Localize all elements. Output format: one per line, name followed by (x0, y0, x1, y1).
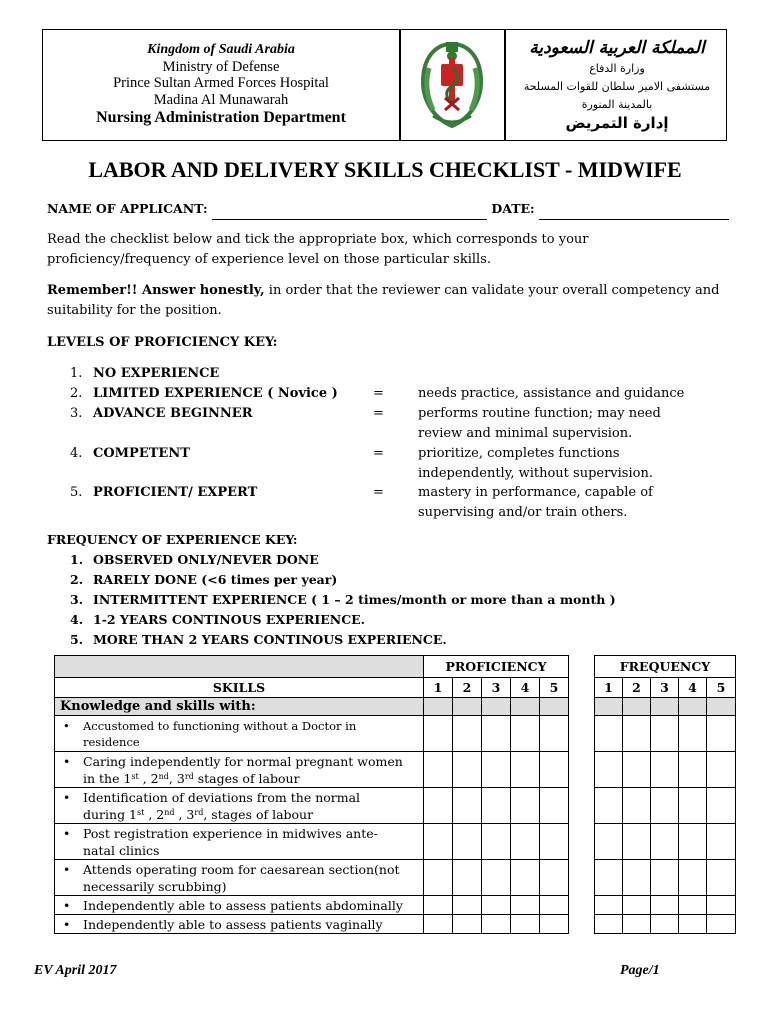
key-label: INTERMITTENT EXPERIENCE ( 1 – 2 times/month or more than a month ) (93, 592, 616, 607)
proficiency-checkbox[interactable] (482, 788, 511, 824)
key-item (47, 444, 747, 483)
skill-text (55, 896, 424, 915)
proficiency-checkbox[interactable] (424, 824, 453, 860)
proficiency-checkbox[interactable] (424, 860, 453, 896)
proficiency-level: 1 (424, 678, 453, 698)
superscript: st (137, 807, 145, 817)
table-row (55, 896, 569, 915)
bullet: • (63, 718, 70, 733)
proficiency-checkbox[interactable] (482, 824, 511, 860)
frequency-checkbox[interactable] (595, 860, 623, 896)
proficiency-checkbox[interactable] (540, 860, 569, 896)
proficiency-checkbox[interactable] (511, 788, 540, 824)
frequency-checkbox[interactable] (623, 752, 651, 788)
reminder-text: in order that the reviewer can validate your overall competency and (264, 283, 720, 298)
frequency-key-heading: FREQUENCY OF EXPERIENCE KEY: (47, 532, 298, 547)
key-label: ADVANCE BEGINNER (93, 406, 253, 421)
section-cell (540, 698, 569, 716)
frequency-checkbox[interactable] (707, 860, 736, 896)
frequency-checkbox[interactable] (595, 896, 623, 915)
skill-line: in the 1 (83, 770, 132, 786)
proficiency-checkbox[interactable] (482, 860, 511, 896)
department-name-arabic: إدارة التمريض (565, 114, 669, 132)
superscript: rd (184, 771, 194, 781)
skill-text (55, 824, 424, 860)
frequency-checkbox[interactable] (679, 860, 707, 896)
footer-version: EV April 2017 (34, 963, 117, 978)
frequency-checkbox[interactable] (679, 788, 707, 824)
key-item (47, 630, 747, 650)
proficiency-checkbox[interactable] (453, 716, 482, 752)
frequency-checkbox[interactable] (651, 860, 679, 896)
proficiency-checkbox[interactable] (511, 860, 540, 896)
frequency-header: FREQUENCY (595, 656, 736, 678)
table-row (55, 915, 569, 934)
frequency-key (47, 530, 747, 650)
frequency-checkbox[interactable] (623, 860, 651, 896)
proficiency-checkbox[interactable] (482, 752, 511, 788)
key-number: 3. (70, 592, 84, 607)
key-item (47, 610, 747, 630)
department-name: Nursing Administration Department (96, 109, 346, 126)
proficiency-checkbox[interactable] (453, 896, 482, 915)
proficiency-checkbox[interactable] (540, 752, 569, 788)
key-item (47, 384, 747, 404)
key-number: 3. (70, 406, 83, 421)
proficiency-key-list (47, 364, 747, 523)
frequency-checkbox[interactable] (595, 752, 623, 788)
key-description: needs practice, assistance and guidance (418, 386, 685, 401)
proficiency-checkbox[interactable] (511, 752, 540, 788)
reminder (47, 281, 747, 321)
key-label: PROFICIENT/ EXPERT (93, 485, 258, 500)
frequency-checkbox[interactable] (623, 824, 651, 860)
skill-text (55, 860, 424, 896)
date-label: DATE: (491, 201, 535, 216)
section-cell (482, 698, 511, 716)
proficiency-key-heading: LEVELS OF PROFICIENCY KEY: (47, 335, 278, 350)
proficiency-checkbox[interactable] (511, 824, 540, 860)
key-label: OBSERVED ONLY/NEVER DONE (93, 552, 319, 567)
skill-text (55, 716, 424, 752)
skill-line: necessarily scrubbing) (83, 878, 227, 894)
proficiency-checkbox[interactable] (453, 752, 482, 788)
proficiency-checkbox[interactable] (540, 915, 569, 934)
frequency-checkbox[interactable] (707, 915, 736, 934)
key-label: LIMITED EXPERIENCE ( Novice ) (93, 386, 338, 401)
ministry-name: Ministry of Defense (162, 58, 280, 75)
frequency-level: 4 (679, 678, 707, 698)
bullet: • (63, 825, 71, 841)
skill-line: during 1 (83, 806, 138, 822)
table-row (55, 788, 569, 824)
proficiency-checkbox[interactable] (540, 896, 569, 915)
section-cell (595, 698, 623, 716)
key-item (47, 590, 747, 610)
key-label: RARELY DONE (<6 times per year) (93, 572, 338, 587)
skill-line: Independently able to assess patients abdominally (83, 897, 403, 913)
table-row (55, 860, 569, 896)
skill-line: Identification of deviations from the normal (83, 789, 361, 805)
page-title: LABOR AND DELIVERY SKILLS CHECKLIST - MIDWIFE (88, 157, 682, 182)
frequency-checkbox[interactable] (651, 788, 679, 824)
section-cell (651, 698, 679, 716)
bullet: • (63, 753, 71, 769)
applicant-row (47, 199, 727, 220)
city-name: Madina Al Munawarah (153, 91, 289, 108)
key-number: 5. (70, 485, 83, 500)
key-equals: = (373, 406, 384, 421)
proficiency-checkbox[interactable] (482, 716, 511, 752)
frequency-table (594, 655, 736, 934)
proficiency-checkbox[interactable] (511, 716, 540, 752)
bullet: • (63, 861, 71, 877)
key-equals: = (373, 446, 384, 461)
superscript: nd (158, 771, 169, 781)
frequency-checkbox[interactable] (651, 915, 679, 934)
key-item (47, 364, 747, 384)
hospital-logo (415, 38, 489, 136)
key-description: supervising and/or train others. (418, 505, 628, 520)
frequency-checkbox[interactable] (707, 896, 736, 915)
skill-line: , 2 (138, 770, 159, 786)
key-item (47, 483, 747, 523)
proficiency-checkbox[interactable] (424, 896, 453, 915)
proficiency-checkbox[interactable] (540, 716, 569, 752)
table-corner (55, 656, 424, 678)
frequency-checkbox[interactable] (623, 788, 651, 824)
instructions-line: Read the checklist below and tick the appropriate box, which corresponds to your (47, 232, 589, 247)
key-description: mastery in performance, capable of (418, 485, 653, 500)
skill-line: Post registration experience in midwives ante- (83, 825, 378, 841)
skill-line: , 2 (144, 806, 165, 822)
frequency-checkbox[interactable] (595, 716, 623, 752)
frequency-checkbox[interactable] (679, 824, 707, 860)
skill-line: residence (83, 734, 140, 749)
kingdom-name-arabic: المملكة العربية السعودية (529, 38, 705, 58)
table-row (55, 824, 569, 860)
key-label: COMPETENT (93, 446, 190, 461)
applicant-name-field[interactable] (212, 199, 487, 220)
instructions-line: proficiency/frequency of experience level on those particular skills. (47, 252, 491, 267)
ministry-name-arabic: وزارة الدفاع (589, 62, 645, 75)
skill-text (55, 788, 424, 824)
proficiency-level: 4 (511, 678, 540, 698)
section-cell (511, 698, 540, 716)
superscript: st (131, 771, 139, 781)
proficiency-checkbox[interactable] (424, 716, 453, 752)
bullet: • (63, 916, 71, 932)
frequency-checkbox[interactable] (707, 752, 736, 788)
section-heading: Knowledge and skills with: (55, 698, 424, 716)
letterhead-english (43, 42, 399, 127)
frequency-checkbox[interactable] (679, 752, 707, 788)
key-equals: = (373, 485, 384, 500)
skill-line: natal clinics (83, 842, 160, 858)
proficiency-header: PROFICIENCY (424, 656, 569, 678)
date-field[interactable] (539, 199, 729, 220)
frequency-checkbox[interactable] (707, 824, 736, 860)
proficiency-level: 5 (540, 678, 569, 698)
key-item (47, 570, 747, 590)
frequency-checkbox[interactable] (651, 896, 679, 915)
city-name-arabic: بالمدينة المنورة (581, 98, 653, 111)
section-cell (623, 698, 651, 716)
section-cell (424, 698, 453, 716)
frequency-level: 1 (595, 678, 623, 698)
proficiency-checkbox[interactable] (453, 860, 482, 896)
frequency-checkbox[interactable] (623, 716, 651, 752)
skill-line: , 3 (174, 806, 195, 822)
key-label: NO EXPERIENCE (93, 366, 220, 381)
frequency-checkbox[interactable] (679, 915, 707, 934)
key-description: review and minimal supervision. (418, 426, 633, 441)
key-number: 2. (70, 386, 83, 401)
proficiency-checkbox[interactable] (453, 915, 482, 934)
proficiency-checkbox[interactable] (511, 896, 540, 915)
key-item (47, 404, 747, 444)
skill-line: , stages of labour (203, 806, 314, 822)
skill-line: stages of labour (193, 770, 300, 786)
frequency-checkbox[interactable] (679, 896, 707, 915)
frequency-checkbox[interactable] (707, 788, 736, 824)
superscript: nd (164, 807, 175, 817)
frequency-checkbox[interactable] (651, 824, 679, 860)
key-equals: = (373, 386, 384, 401)
proficiency-checkbox[interactable] (540, 788, 569, 824)
frequency-level: 5 (707, 678, 736, 698)
key-number: 1. (70, 552, 84, 567)
frequency-checkbox[interactable] (651, 752, 679, 788)
letterhead-arabic (506, 36, 728, 132)
skill-line: , 3 (168, 770, 185, 786)
key-item (47, 550, 747, 570)
proficiency-checkbox[interactable] (540, 824, 569, 860)
skills-proficiency-table (54, 655, 569, 934)
section-cell (679, 698, 707, 716)
skill-text (55, 915, 424, 934)
frequency-level: 2 (623, 678, 651, 698)
name-label: NAME OF APPLICANT: (47, 201, 208, 216)
hospital-name-arabic: مستشفى الامير سلطان للقوات المسلحة (523, 80, 711, 93)
skill-line: Independently able to assess patients vaginally (83, 916, 383, 932)
kingdom-name: Kingdom of Saudi Arabia (147, 42, 295, 57)
proficiency-checkbox[interactable] (511, 915, 540, 934)
superscript: rd (194, 807, 204, 817)
hospital-name: Prince Sultan Armed Forces Hospital (113, 75, 329, 91)
key-number: 1. (70, 366, 83, 381)
frequency-checkbox[interactable] (679, 716, 707, 752)
proficiency-level: 3 (482, 678, 511, 698)
frequency-checkbox[interactable] (595, 915, 623, 934)
key-label: 1-2 YEARS CONTINOUS EXPERIENCE. (93, 612, 366, 627)
bullet: • (63, 897, 71, 913)
skill-text (55, 752, 424, 788)
frequency-checkbox[interactable] (707, 716, 736, 752)
table-row (55, 752, 569, 788)
key-description: performs routine function; may need (418, 406, 661, 421)
proficiency-level: 2 (453, 678, 482, 698)
skills-header: SKILLS (55, 678, 424, 698)
frequency-checkbox[interactable] (623, 896, 651, 915)
reminder-emphasis: Remember!! Answer honestly, (47, 283, 265, 298)
instructions (47, 230, 737, 270)
key-number: 4. (70, 612, 84, 627)
table-row (55, 716, 569, 752)
skill-line: Attends operating room for caesarean section(not (83, 861, 400, 877)
key-number: 2. (70, 572, 84, 587)
reminder-text-line2: suitability for the position. (47, 303, 222, 318)
footer-page-number: Page/1 (620, 963, 660, 978)
frequency-level: 3 (651, 678, 679, 698)
frequency-checkbox[interactable] (595, 788, 623, 824)
proficiency-checkbox[interactable] (424, 788, 453, 824)
skill-line: Accustomed to functioning without a Doctor in (83, 718, 357, 733)
key-label: MORE THAN 2 YEARS CONTINOUS EXPERIENCE. (93, 632, 447, 647)
key-number: 5. (70, 632, 84, 647)
proficiency-checkbox[interactable] (453, 788, 482, 824)
proficiency-checkbox[interactable] (482, 896, 511, 915)
frequency-checkbox[interactable] (623, 915, 651, 934)
bullet: • (63, 789, 71, 805)
letterhead-divider (399, 30, 401, 140)
proficiency-checkbox[interactable] (424, 915, 453, 934)
letterhead (42, 29, 727, 141)
section-cell (453, 698, 482, 716)
proficiency-checkbox[interactable] (424, 752, 453, 788)
key-number: 4. (70, 446, 83, 461)
proficiency-checkbox[interactable] (453, 824, 482, 860)
key-description: prioritize, completes functions (418, 446, 620, 461)
key-description: independently, without supervision. (418, 466, 653, 481)
section-cell (707, 698, 736, 716)
frequency-checkbox[interactable] (595, 824, 623, 860)
skill-line: Caring independently for normal pregnant women (83, 753, 403, 769)
frequency-checkbox[interactable] (651, 716, 679, 752)
proficiency-checkbox[interactable] (482, 915, 511, 934)
